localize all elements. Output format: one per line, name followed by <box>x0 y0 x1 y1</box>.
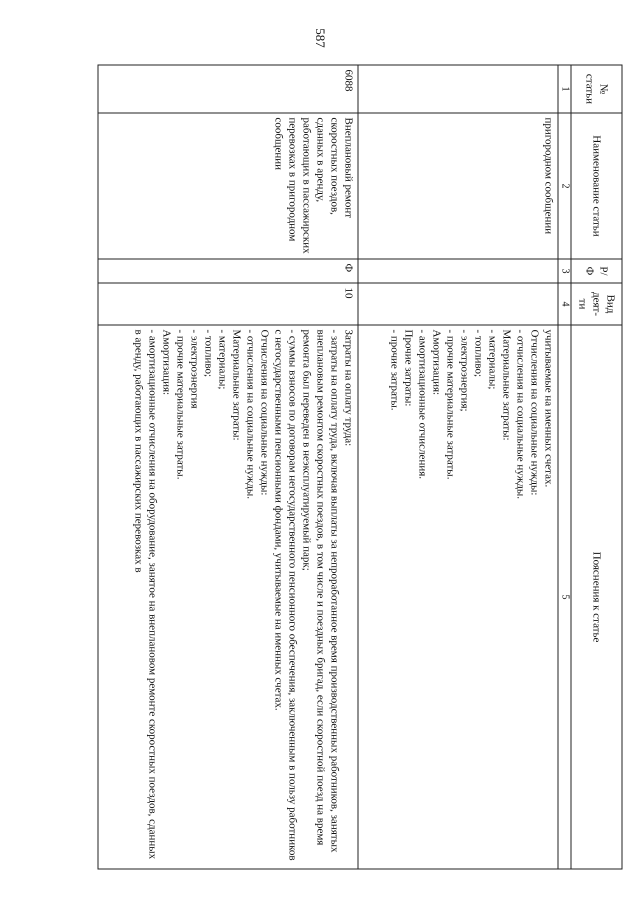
explanation-line: Прочие затраты: <box>402 329 415 407</box>
page-number: 587 <box>313 28 328 48</box>
explanation-line: Отчисления на социальные нужды: <box>528 329 541 496</box>
column-number: 5 <box>558 325 571 869</box>
rotated-table-sheet <box>98 65 623 870</box>
explanation-line: - материалы; <box>216 329 229 390</box>
explanation-line: - суммы взносов по договорам негосударственного пенсионного обеспечения, заключенным в пользу работников с негосударственными пенсионными фондами, учитываемые на именных счетах. <box>272 329 299 861</box>
table-row <box>358 65 558 869</box>
item-number: 6088 <box>98 65 358 113</box>
header-rf: Р/ Ф <box>571 259 622 283</box>
explanation-line: Материальные затраты: <box>500 329 513 441</box>
explanation-line: Амортизация: <box>160 329 173 396</box>
column-number: 2 <box>558 113 571 259</box>
table-header-row <box>571 65 622 869</box>
explanation-line: - электроэнергия; <box>458 329 471 412</box>
explanation-line: Амортизация: <box>430 329 443 396</box>
item-rf: Ф <box>98 259 358 283</box>
column-number: 1 <box>558 65 571 113</box>
explanation-line: - амортизационные отчисления на оборудование, занятое на внеплановом ремонте скоростных поездов, сданных в аренду, работающих в пассажирских перевозках в <box>132 329 159 860</box>
item-explanation <box>98 325 358 869</box>
item-number <box>358 65 558 113</box>
explanation-line: учитываемые на именных счетах. <box>542 329 555 488</box>
explanation-line: - материалы; <box>486 329 499 390</box>
item-name: пригородном сообщении <box>358 113 558 259</box>
column-number: 3 <box>558 259 571 283</box>
item-explanation <box>358 325 558 869</box>
table-row <box>98 65 358 869</box>
explanation-line: - топливо; <box>472 329 485 378</box>
explanation-line: - электроэнергия <box>188 329 201 409</box>
header-item-number: № статьи <box>571 65 622 113</box>
item-rf <box>358 259 558 283</box>
explanation-line: - затраты на оплату труда, включая выплаты за непроработанное время производственных работников, занятых внеплановым ремонтом скоростных поездов, в том числе и поездных бригад, если скоростной поезд на время ремонта был переведен в неэксплуатируемый парк; <box>300 329 341 853</box>
explanation-line: - топливо; <box>202 329 215 378</box>
explanation-line: Отчисления на социальные нужды: <box>258 329 271 496</box>
explanation-line: Материальные затраты: <box>230 329 243 441</box>
column-number-row <box>558 65 571 869</box>
header-activity-type: Вид деят-ти <box>571 283 622 325</box>
explanation-line: Затраты на оплату труда: <box>342 329 355 447</box>
header-item-name: Наименование статьи <box>571 113 622 259</box>
item-name: Внеплановый ремонт скоростных поездов, сданных в аренду, работающих в пассажирских перевозках в пригородном сообщении <box>98 113 358 259</box>
header-explanation: Пояснения к статье <box>571 325 622 869</box>
explanation-line: - прочие затраты. <box>388 329 401 411</box>
item-activity-type: 10 <box>98 283 358 325</box>
explanation-line: - прочие материальные затраты. <box>174 329 187 480</box>
explanation-line: - отчисления на социальные нужды. <box>244 329 257 499</box>
explanation-line: - отчисления на социальные нужды. <box>514 329 527 499</box>
explanation-line: - прочие материальные затраты. <box>444 329 457 480</box>
explanation-line: - амортизационные отчисления. <box>416 329 429 480</box>
column-number: 4 <box>558 283 571 325</box>
expense-items-table <box>98 65 623 870</box>
item-activity-type <box>358 283 558 325</box>
